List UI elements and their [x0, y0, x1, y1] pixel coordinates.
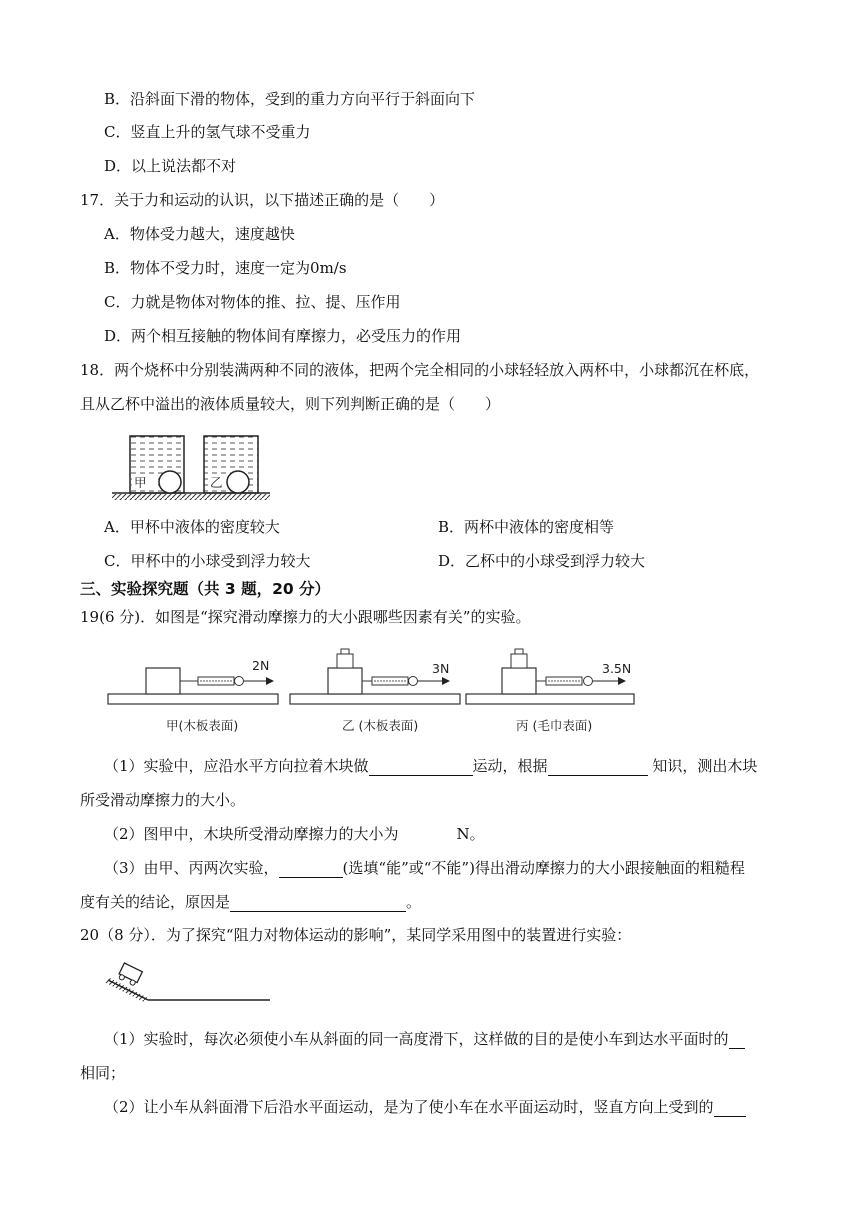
q19-part2-text-b: N。 — [456, 825, 485, 843]
caption-b: 乙 (木板表面) — [342, 718, 419, 733]
force-a-label: 2N — [252, 658, 270, 673]
q20-part2-line1 — [104, 1097, 746, 1117]
q20-part1-line1 — [104, 1029, 745, 1049]
q20-stem: 20（8 分）．为了探究“阻力对物体运动的影响”，某同学采用图中的装置进行实验： — [80, 926, 632, 944]
q17-stem: 17．关于力和运动的认识，以下描述正确的是（ ） — [80, 191, 445, 209]
q19-part3-line2 — [80, 892, 421, 912]
panel-bing — [466, 649, 634, 733]
q17-option-d: D．两个相互接触的物体间有摩擦力，必受压力的作用 — [104, 327, 462, 345]
beaker-yi-label: 乙 — [210, 475, 223, 490]
q19-friction-figure — [108, 646, 638, 738]
q19-part2-text-a: （2）图甲中，木块所受滑动摩擦力的大小为 — [104, 825, 399, 843]
q19-stem: 19(6 分)．如图是“探究滑动摩擦力的大小跟哪些因素有关”的实验。 — [80, 608, 531, 626]
force-c-label: 3.5N — [602, 661, 632, 676]
q16-option-b: B．沿斜面下滑的物体，受到的重力方向平行于斜面向下 — [104, 90, 476, 108]
q20-part2-text-a: （2）让小车从斜面滑下后沿水平面运动，是为了使小车在水平面运动时，竖直方向上受到的 — [104, 1098, 714, 1116]
q19-part1-text-a: （1）实验中，应沿水平方向拉着木块做 — [104, 757, 369, 775]
q19-blank-1[interactable] — [369, 759, 473, 776]
q20-blank-1[interactable] — [729, 1032, 745, 1049]
q19-blank-2[interactable] — [548, 759, 648, 776]
q20-incline-figure — [104, 960, 274, 1006]
q19-part1-line2: 所受滑动摩擦力的大小。 — [80, 791, 246, 809]
q17-option-a: A．物体受力越大，速度越快 — [104, 225, 295, 243]
q19-part1-text-c: 知识，测出木块 — [647, 757, 758, 775]
q18-option-d: D．乙杯中的小球受到浮力较大 — [438, 552, 646, 570]
q20-part1-line2: 相同； — [80, 1064, 126, 1082]
q18-beakers-figure — [112, 428, 272, 502]
q19-part1-text-b: 运动，根据 — [472, 757, 548, 775]
q16-option-d: D．以上说法都不对 — [104, 157, 237, 175]
q19-part3-text-c: 度有关的结论，原因是 — [80, 893, 231, 911]
q17-option-c: C．力就是物体对物体的推、拉、提、压作用 — [104, 293, 401, 311]
q18-option-b: B．两杯中液体的密度相等 — [438, 518, 615, 536]
q20-part1-text-a: （1）实验时，每次必须使小车从斜面的同一高度滑下，这样做的目的是使小车到达水平面时的 — [104, 1030, 729, 1048]
q17-option-b: B．物体不受力时，速度一定为0m/s — [104, 259, 347, 277]
beaker-jia-label: 甲 — [134, 475, 147, 490]
q18-stem-line1: 18．两个烧杯中分别装满两种不同的液体，把两个完全相同的小球轻轻放入两杯中，小球都沉在杯底， — [80, 361, 760, 379]
q18-option-a: A．甲杯中液体的密度较大 — [104, 518, 280, 536]
caption-a: 甲(木板表面) — [166, 718, 239, 733]
q19-part3-text-d: 。 — [406, 893, 422, 911]
q19-part3-text-b: (选填“能”或“不能”)得出滑动摩擦力的大小跟接触面的粗糙程 — [342, 859, 745, 877]
q19-part2 — [104, 824, 485, 844]
q16-option-c: C．竖直上升的氢气球不受重力 — [104, 123, 311, 141]
q19-part3-line1 — [104, 858, 745, 878]
caption-c: 丙 (毛巾表面) — [516, 718, 593, 733]
q18-stem-line2: 且从乙杯中溢出的液体质量较大，则下列判断正确的是（ ） — [80, 395, 501, 413]
section-title: 三、实验探究题（共 3 题，20 分） — [80, 580, 331, 598]
q19-part3-text-a: （3）由甲、丙两次实验， — [104, 859, 279, 877]
panel-jia — [108, 658, 278, 733]
q18-option-c: C．甲杯中的小球受到浮力较大 — [104, 552, 311, 570]
q20-blank-2[interactable] — [714, 1100, 746, 1117]
q19-part1-line1 — [104, 756, 757, 776]
q19-blank-4[interactable] — [279, 861, 343, 878]
force-b-label: 3N — [432, 661, 450, 676]
panel-yi — [290, 649, 460, 733]
q19-blank-5[interactable] — [230, 895, 406, 912]
